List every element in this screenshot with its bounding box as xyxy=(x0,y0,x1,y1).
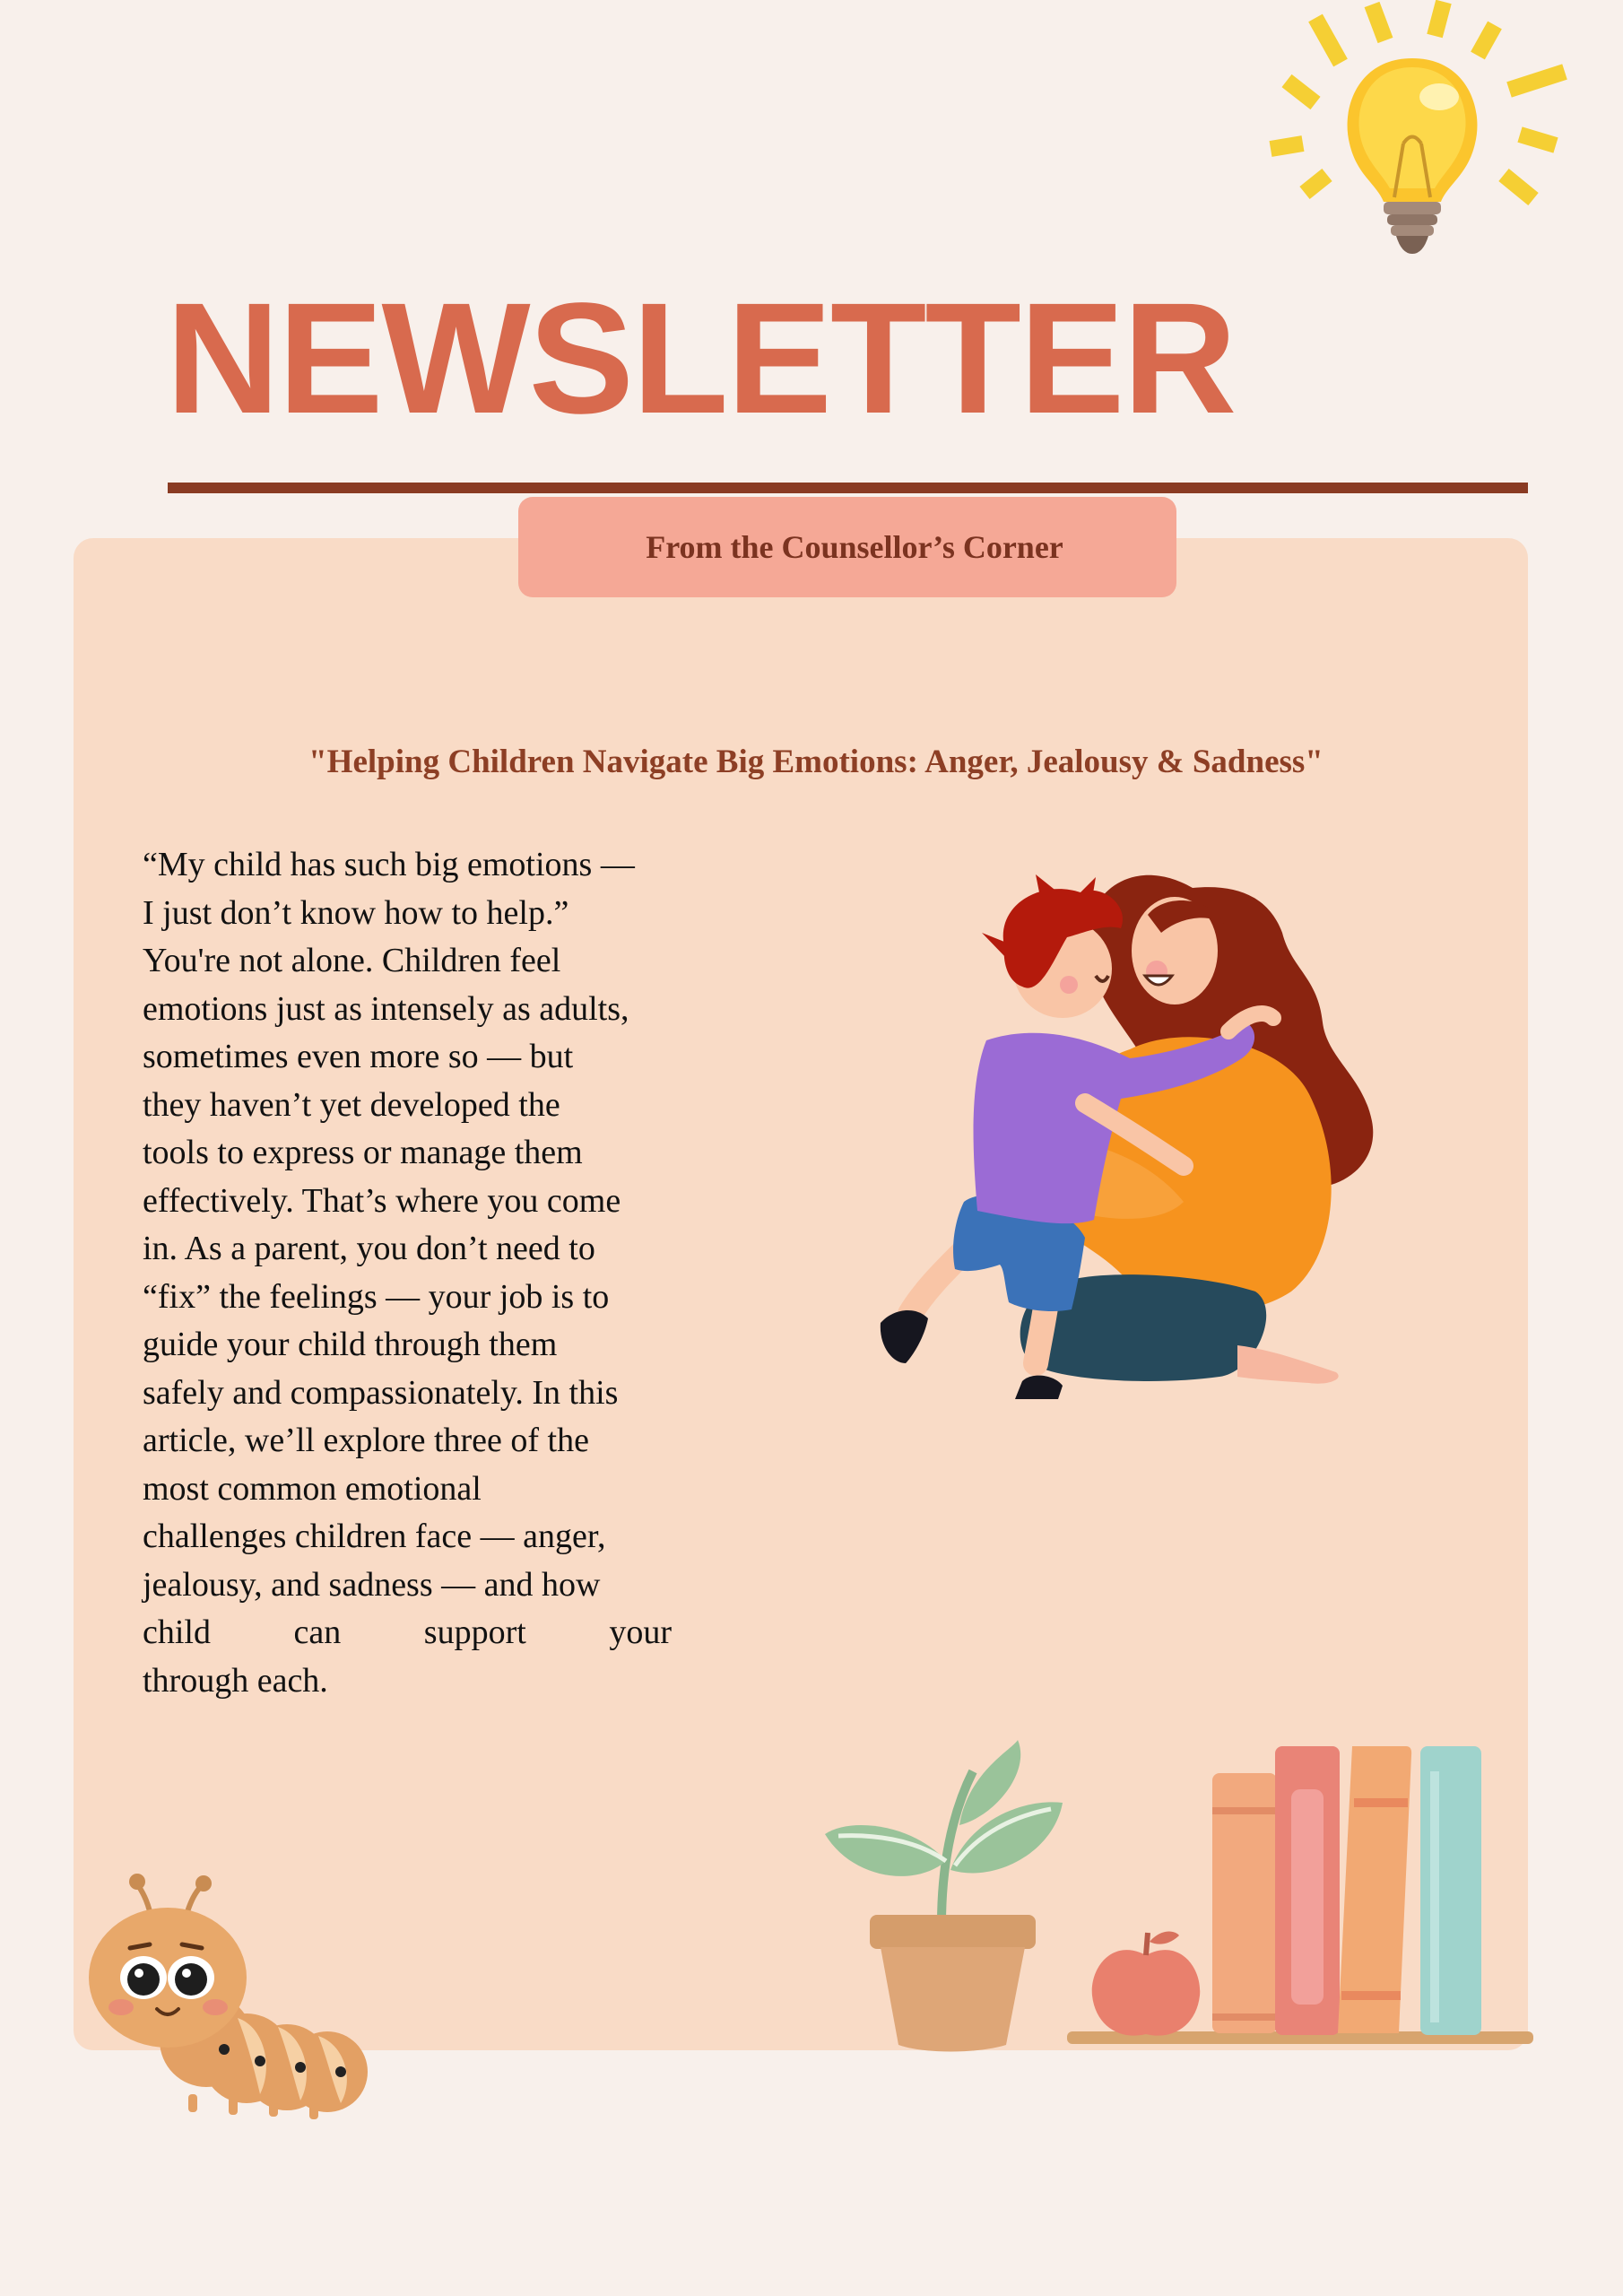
body-line: challenges children face — anger, xyxy=(143,1518,606,1555)
body-line: sometimes even more so — but xyxy=(143,1038,574,1075)
body-line-justified xyxy=(143,1609,672,1657)
body-line: effectively. That’s where you come xyxy=(143,1181,621,1220)
body-line: in. As a parent, you don’t need to xyxy=(143,1230,595,1267)
body-line: I just don’t know how to help.” xyxy=(143,893,569,932)
section-tab: From the Counsellor’s Corner xyxy=(518,497,1176,597)
body-word: can xyxy=(293,1613,342,1651)
body-line: “fix” the feelings — your job is to xyxy=(143,1277,610,1316)
article-body xyxy=(143,841,770,1705)
title-divider xyxy=(168,483,1528,493)
body-line: guide your child through them xyxy=(143,1326,558,1363)
body-line: article, we’ll explore three of the xyxy=(143,1422,589,1459)
body-word: your xyxy=(609,1613,672,1651)
body-word: support xyxy=(423,1613,526,1651)
apple-icon xyxy=(1085,1919,1206,2045)
lightbulb-icon xyxy=(1260,0,1583,269)
caterpillar-icon xyxy=(85,1848,399,2126)
mother-hugging-child-illustration xyxy=(861,861,1488,1507)
body-line: tools to express or manage them xyxy=(143,1134,583,1171)
body-line: “My child has such big emotions — xyxy=(143,846,635,883)
body-line: jealousy, and sadness — and how xyxy=(143,1565,601,1604)
body-line: through each. xyxy=(143,1661,328,1700)
body-word: child xyxy=(143,1613,211,1651)
newsletter-title: NEWSLETTER xyxy=(166,271,1236,447)
body-line: safely and compassionately. In this xyxy=(143,1373,619,1412)
body-line: most common emotional xyxy=(143,1469,482,1508)
potted-plant-icon xyxy=(816,1735,1076,2054)
body-line: You're not alone. Children feel xyxy=(143,942,561,979)
body-line: emotions just as intensely as adults, xyxy=(143,989,629,1028)
body-line: they haven’t yet developed the xyxy=(143,1085,560,1124)
article-headline: "Helping Children Navigate Big Emotions: Anger, Jealousy & Sadness" xyxy=(308,744,1324,780)
